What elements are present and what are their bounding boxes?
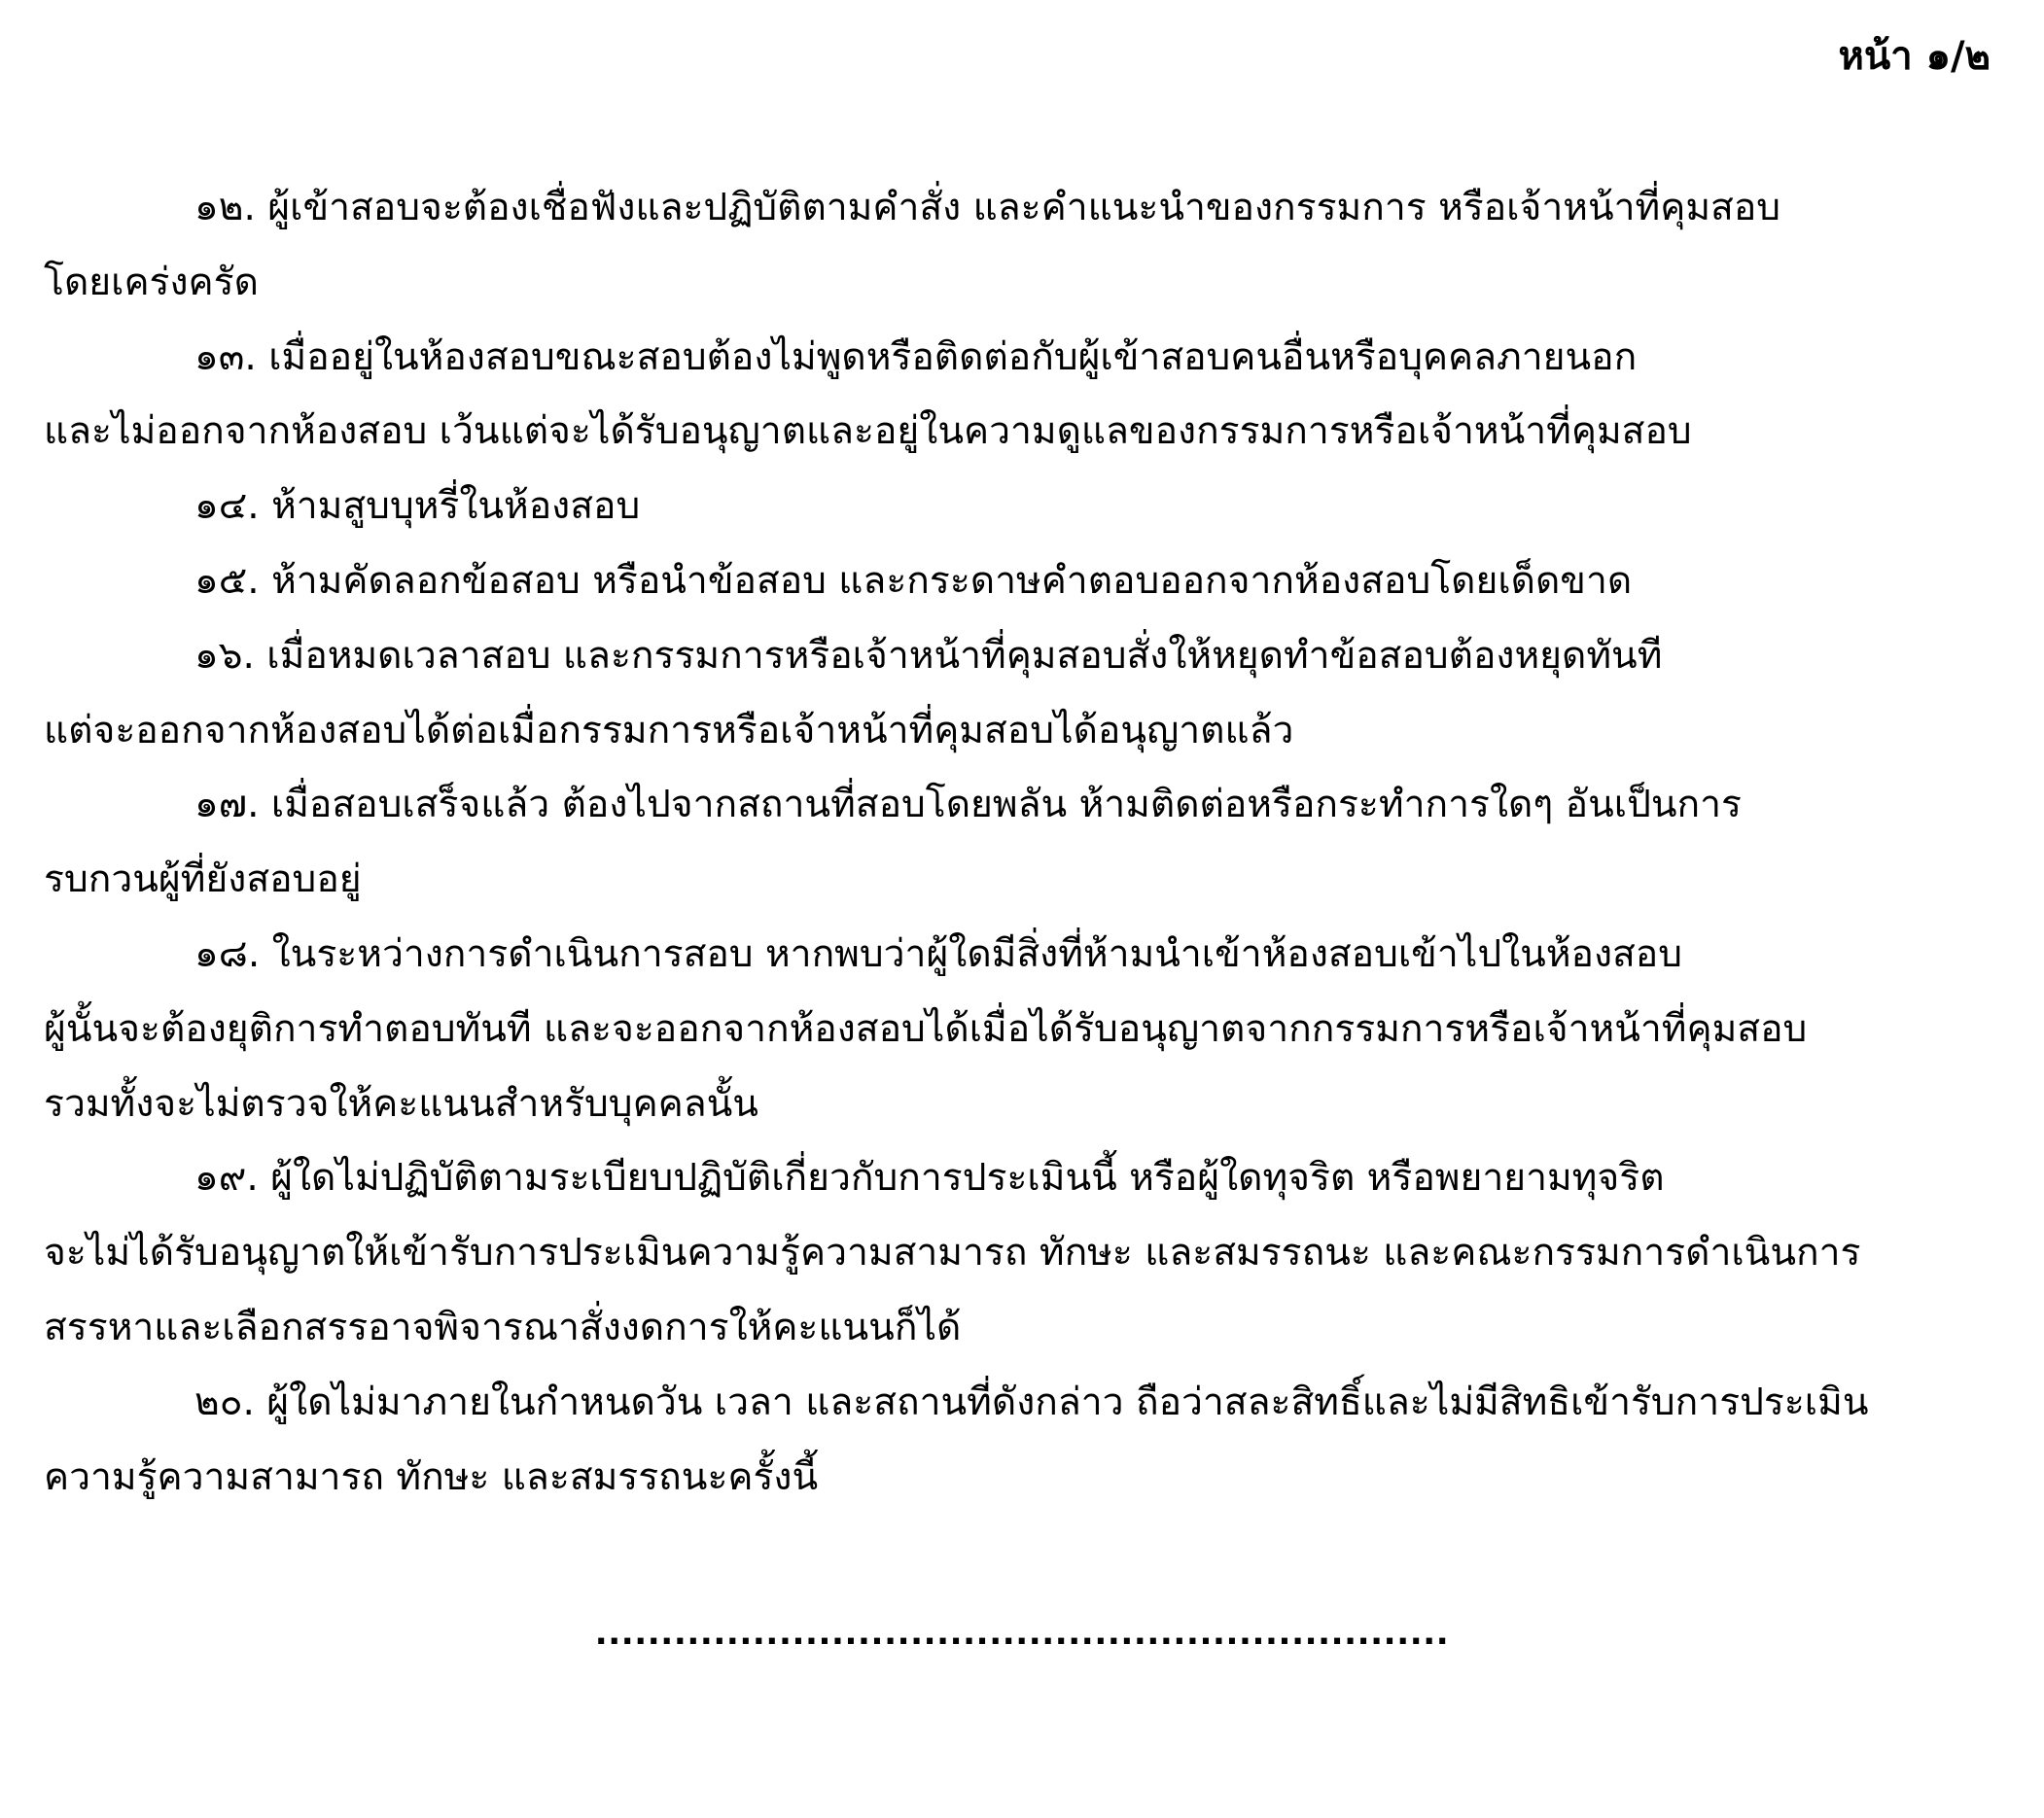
item-line: จะไม่ได้รับอนุญาตให้เข้ารับการประเมินความรู้ความสามารถ ทักษะ และสมรรถนะ และคณะกรรมการดำเนินการ (44, 1231, 1861, 1276)
regulation-item-15 (44, 544, 1998, 619)
regulation-item-14 (44, 470, 1998, 544)
item-line: แต่จะออกจากห้องสอบได้ต่อเมื่อกรรมการหรือเจ้าหน้าที่คุมสอบได้อนุญาตแล้ว (44, 708, 1294, 752)
regulation-item-19 (44, 1141, 1998, 1365)
item-line: ๑๘. ในระหว่างการดำเนินการสอบ หากพบว่าผู้ใดมีสิ่งที่ห้ามนำเข้าห้องสอบเข้าไปในห้องสอบ (194, 931, 1682, 976)
item-line: ๑๔. ห้ามสูบบุหรี่ในห้องสอบ (194, 484, 641, 529)
item-line: สรรหาและเลือกสรรอาจพิจารณาสั่งงดการให้คะแนนก็ได้ (44, 1305, 962, 1349)
item-line: ความรู้ความสามารถ ทักษะ และสมรรถนะครั้งนี้ (44, 1454, 819, 1499)
item-line: รบกวนผู้ที่ยังสอบอยู่ (44, 857, 362, 902)
regulation-item-12 (44, 171, 1998, 321)
item-line: ๒๐. ผู้ใดไม่มาภายในกำหนดวัน เวลา และสถานที่ดังกล่าว ถือว่าสละสิทธิ์และไม่มีสิทธิเข้ารับการประเมิน (194, 1380, 1869, 1424)
regulation-item-18 (44, 918, 1998, 1141)
item-line: ๑๓. เมื่ออยู่ในห้องสอบขณะสอบต้องไม่พูดหรือติดต่อกับผู้เข้าสอบคนอื่นหรือบุคคลภายนอก (194, 334, 1638, 379)
regulation-list (44, 171, 1998, 1515)
item-line: ผู้นั้นจะต้องยุติการทำตอบทันที และจะออกจากห้องสอบได้เมื่อได้รับอนุญาตจากกรรมการหรือเจ้าหน้าที่คุมสอบ (44, 1006, 1808, 1051)
regulation-item-17 (44, 768, 1998, 918)
item-line: ๑๕. ห้ามคัดลอกข้อสอบ หรือนำข้อสอบ และกระดาษคำตอบออกจากห้องสอบโดยเด็ดขาด (194, 558, 1633, 603)
regulation-item-13 (44, 321, 1998, 471)
end-of-document-marker: ................................................................. (594, 1614, 1450, 1653)
item-line: รวมทั้งจะไม่ตรวจให้คะแนนสำหรับบุคคลนั้น (44, 1081, 758, 1126)
page-number: หน้า ๑/๒ (1838, 34, 1991, 79)
item-line: ๑๒. ผู้เข้าสอบจะต้องเชื่อฟังและปฏิบัติตามคำสั่ง และคำแนะนำของกรรมการ หรือเจ้าหน้าที่คุมสอบ (194, 186, 1781, 229)
item-line: ๑๗. เมื่อสอบเสร็จแล้ว ต้องไปจากสถานที่สอบโดยพลัน ห้ามติดต่อหรือกระทำการใดๆ อันเป็นการ (194, 783, 1742, 827)
regulation-item-16 (44, 619, 1998, 769)
item-line: ๑๖. เมื่อหมดเวลาสอบ และกรรมการหรือเจ้าหน้าที่คุมสอบสั่งให้หยุดทำข้อสอบต้องหยุดทันที (194, 633, 1663, 678)
item-line: โดยเคร่งครัด (44, 260, 259, 304)
item-line: และไม่ออกจากห้องสอบ เว้นแต่จะได้รับอนุญาตและอยู่ในความดูแลของกรรมการหรือเจ้าหน้าที่คุมสอบ (44, 409, 1692, 454)
regulation-item-20 (44, 1366, 1998, 1516)
item-line: ๑๙. ผู้ใดไม่ปฏิบัติตามระเบียบปฏิบัติเกี่ยวกับการประเมินนี้ หรือผู้ใดทุจริต หรือพยายามทุจริต (194, 1156, 1665, 1201)
